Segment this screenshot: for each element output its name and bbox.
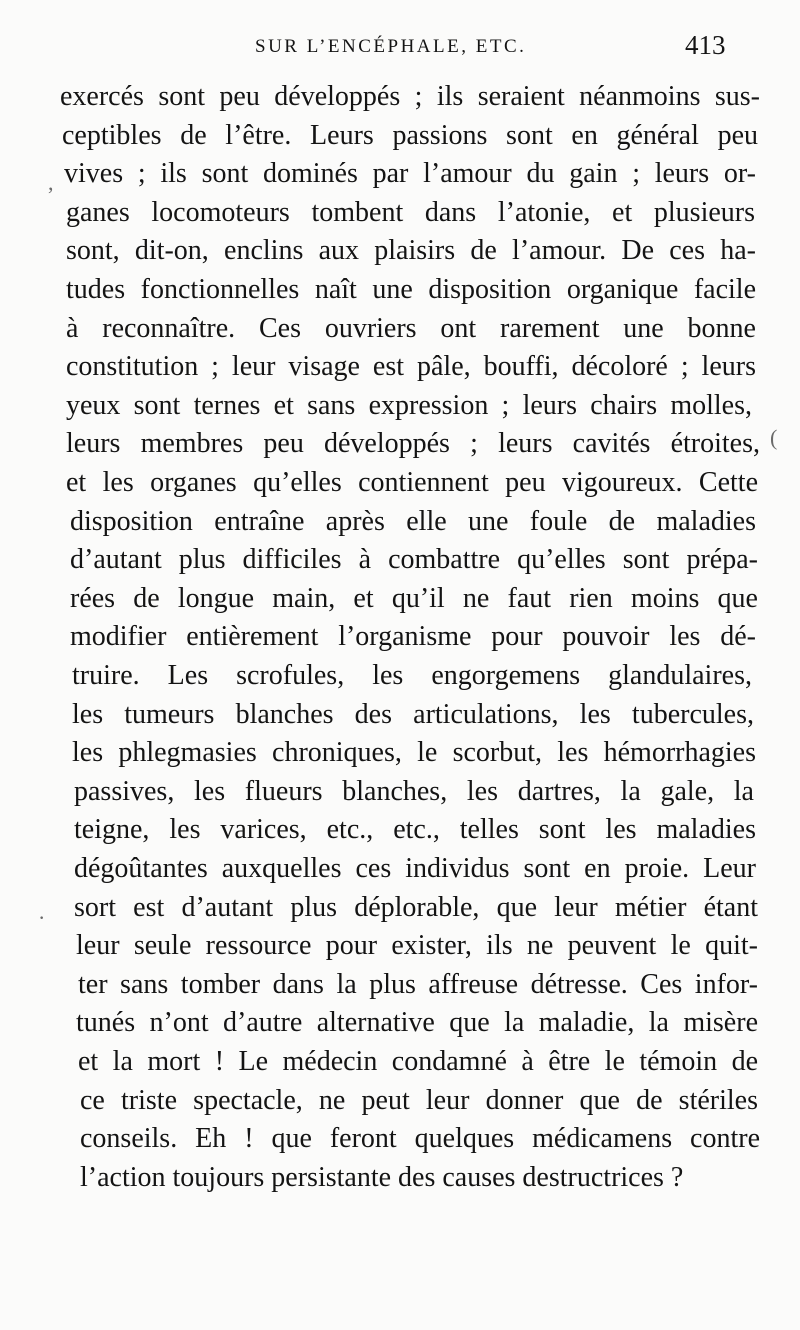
text-line: passives, les flueurs blanches, les dartres, la gale, la [74,775,754,807]
text-line: exercés sont peu développés ; ils seraient néanmoins sus- [60,81,760,112]
text-line: modifier entièrement l’organisme pour pouvoir les dé- [70,621,756,653]
margin-speck: · [38,905,46,930]
text-line: ganes locomoteurs tombent dans l’atonie, et plusieurs [66,196,755,228]
text-line: d’autant plus difficiles à combattre qu’elles sont prépa- [70,544,758,576]
running-title: SUR L’ENCÉPHALE, ETC. [255,36,527,57]
text-line: constitution ; leur visage est pâle, bouffi, décoloré ; leurs [66,351,756,383]
text-line: rées de longue main, et qu’il ne faut rien moins que [70,582,758,614]
text-line: vives ; ils sont dominés par l’amour du gain ; leurs or- [64,158,756,190]
text-line: yeux sont ternes et sans expression ; leurs chairs molles, [66,389,752,421]
text-line: et les organes qu’elles contiennent peu vigoureux. Cette [66,467,758,498]
text-line: disposition entraîne après elle une foule de maladies [70,505,756,537]
text-line: sort est d’autant plus déplorable, que leur métier étant [74,891,758,923]
running-head [0,30,800,66]
text-line: truire. Les scrofules, les engorgemens glandulaires, [72,660,752,691]
page-number: 413 [685,30,726,60]
margin-speck: , [48,170,54,195]
text-line: leurs membres peu développés ; leurs cavités étroites, [66,428,760,460]
text-line: l’action toujours persistante des causes destructrices ? [80,1161,684,1193]
text-line: ter sans tomber dans la plus affreuse détresse. Ces infor- [78,968,758,1000]
text-line: et la mort ! Le médecin condamné à être le témoin de [78,1046,758,1077]
text-line: teigne, les varices, etc., etc., telles sont les maladies [74,814,756,846]
text-line: leur seule ressource pour exister, ils ne peuvent le quit- [76,930,758,962]
text-line: les tumeurs blanches des articulations, les tubercules, [72,698,754,730]
text-line: à reconnaître. Ces ouvriers ont rarement une bonne [66,312,756,344]
text-line: dégoûtantes auxquelles ces individus sont en proie. Leur [74,853,756,884]
margin-speck: ( [770,425,778,450]
text-line: les phlegmasies chroniques, le scorbut, les hémorrhagies [72,737,756,769]
text-line: tudes fonctionnelles naît une disposition organique facile [66,274,756,305]
text-line: sont, dit-on, enclins aux plaisirs de l’amour. De ces ha- [66,235,756,267]
text-line: ceptibles de l’être. Leurs passions sont en général peu [62,119,758,151]
text-line: ce triste spectacle, ne peut leur donner que de stériles [80,1084,758,1116]
text-line: conseils. Eh ! que feront quelques médicamens contre [80,1123,760,1155]
text-line: tunés n’ont d’autre alternative que la maladie, la misère [76,1007,758,1039]
